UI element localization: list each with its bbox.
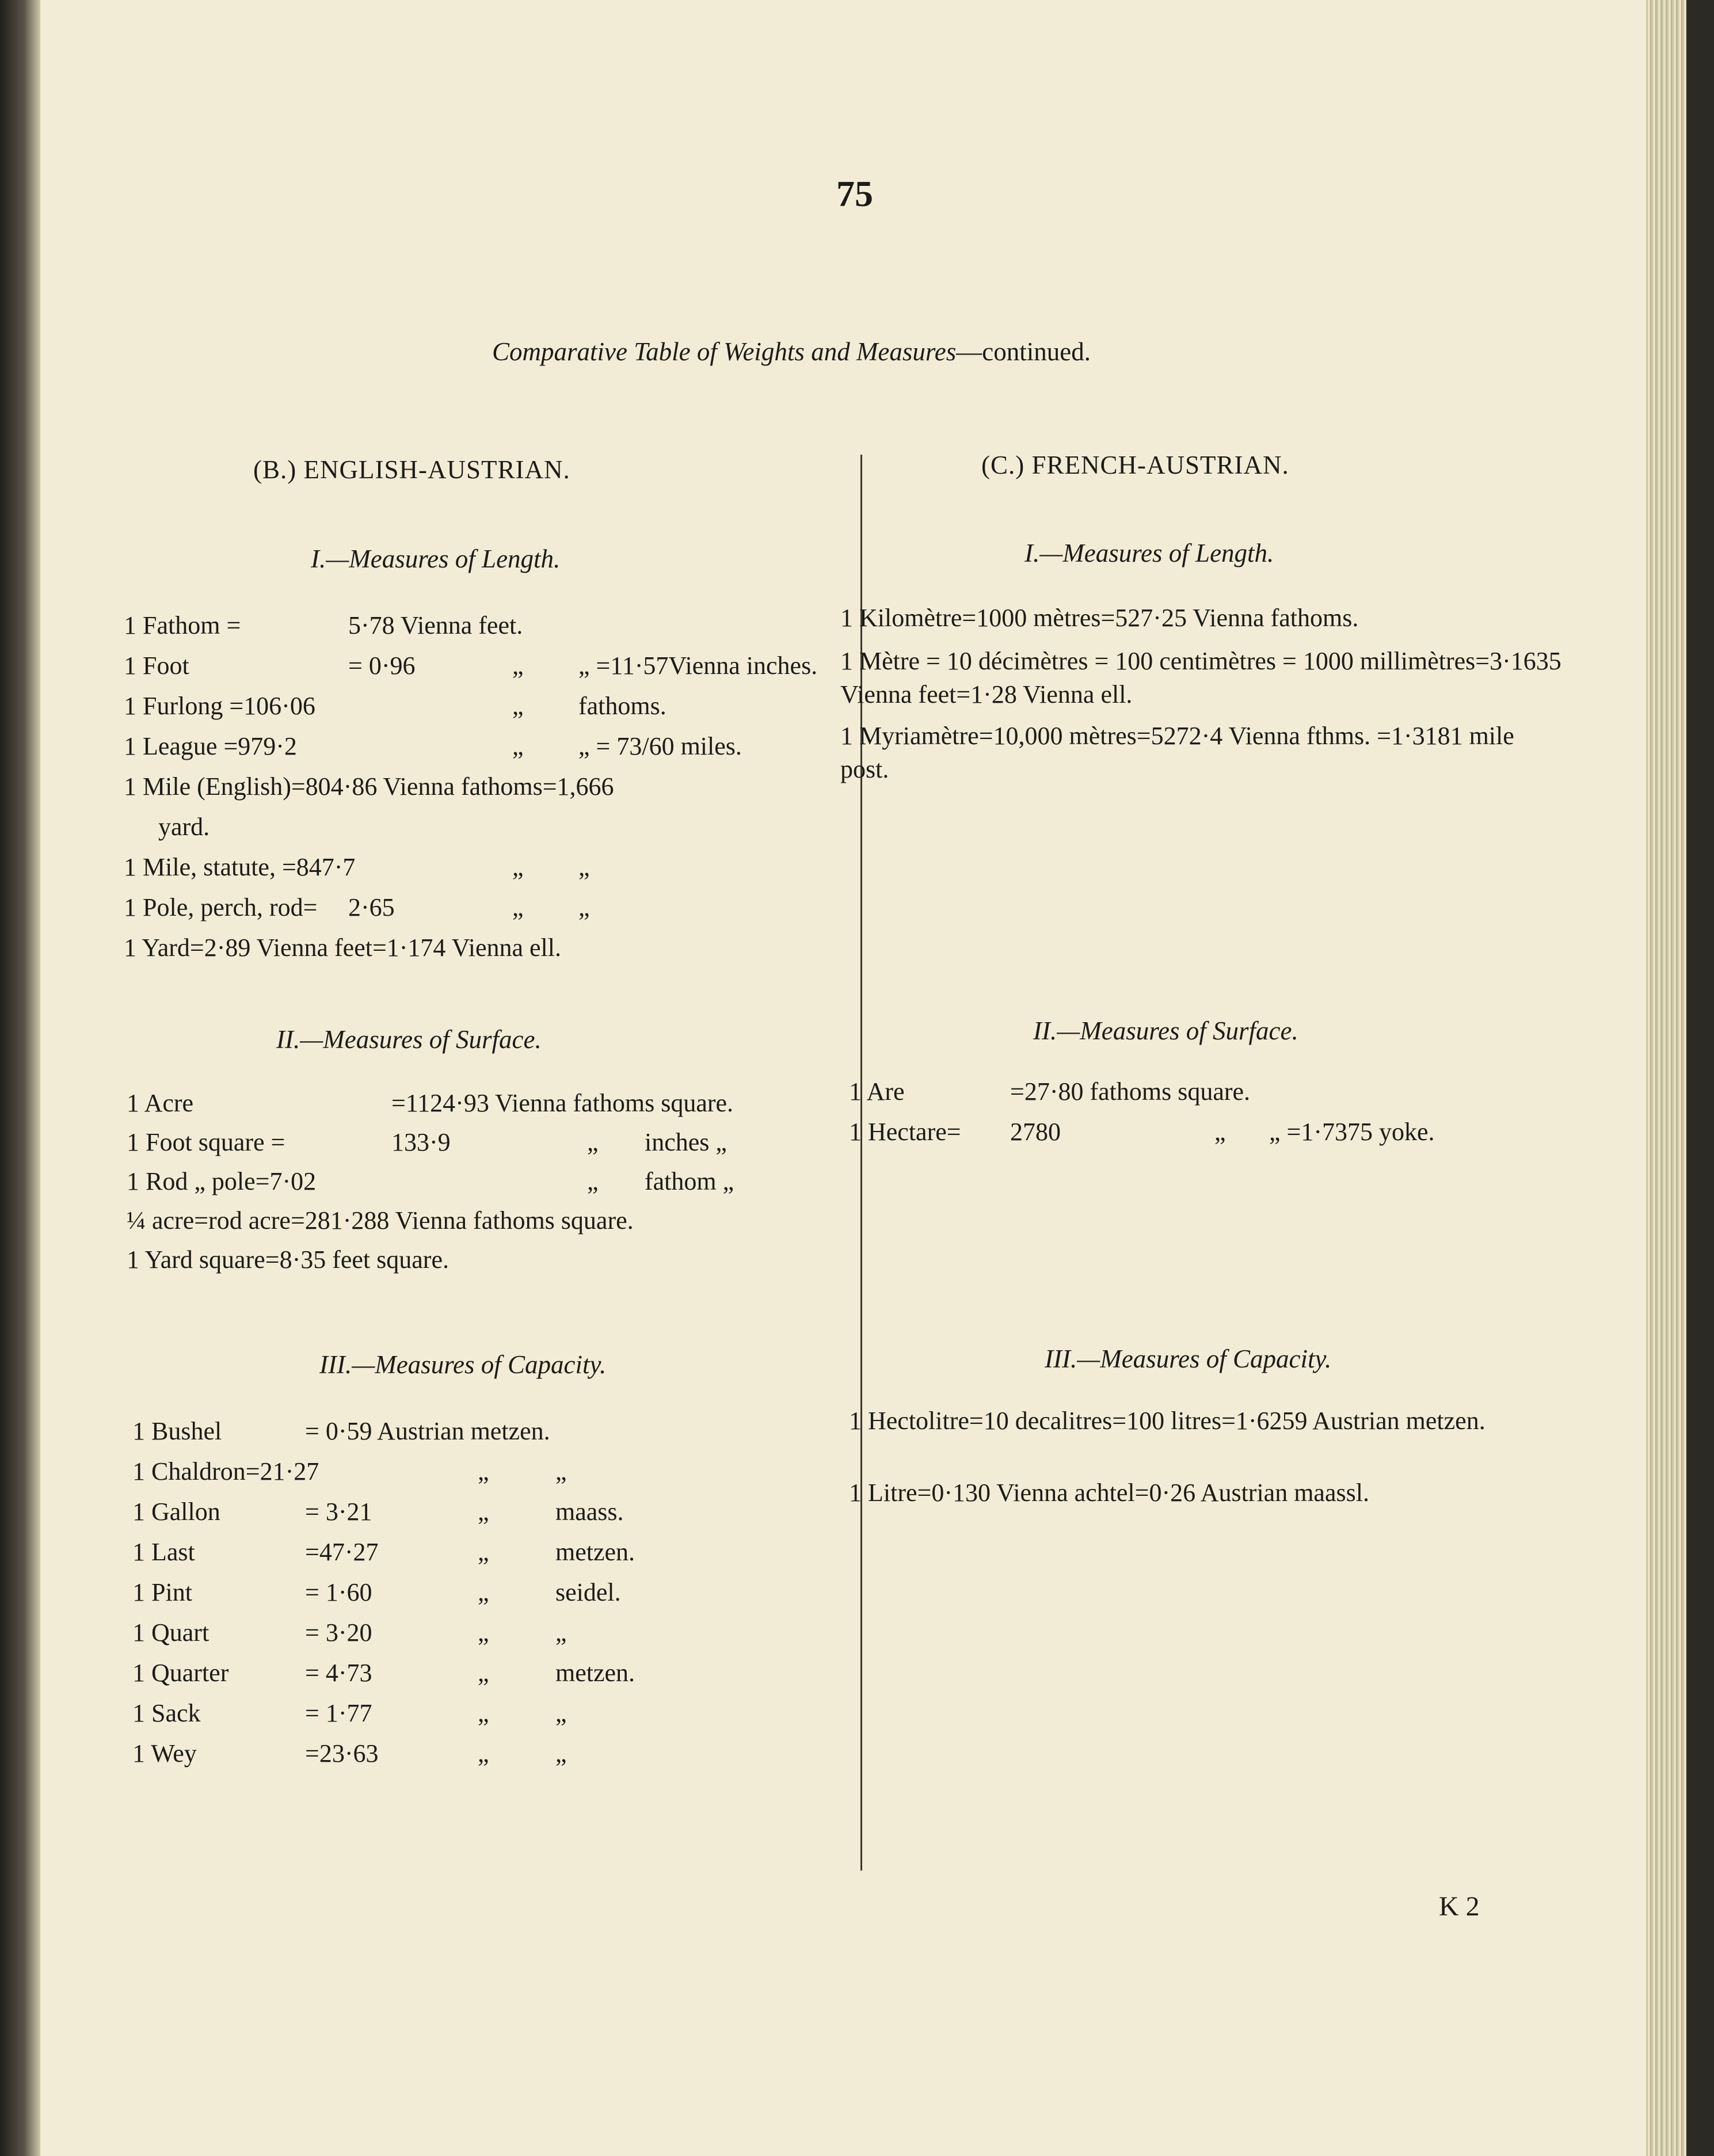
table-cell: „ xyxy=(512,652,524,680)
table-cell: 1 Last xyxy=(132,1538,195,1566)
right-capacity-heading-text: III.—Measures of Capacity. xyxy=(1045,1344,1332,1373)
table-cell: 1 Mile (English)=804·86 Vienna fathoms=1,666 xyxy=(124,772,614,801)
table-cell: „ =1·7375 yoke. xyxy=(1269,1118,1435,1146)
table-cell: 133·9 xyxy=(391,1128,451,1156)
table-cell: yard. xyxy=(158,813,210,841)
table-cell: „ xyxy=(578,893,590,921)
table-cell: seidel. xyxy=(555,1578,621,1606)
table-cell: 1 Foot square = xyxy=(127,1128,285,1156)
table-cell: inches „ xyxy=(645,1128,727,1156)
table-cell: „ xyxy=(578,853,590,881)
signature-mark: K 2 xyxy=(1439,1891,1480,1922)
table-cell: „ xyxy=(478,1618,489,1647)
table-cell: =23·63 xyxy=(305,1739,379,1768)
page-number: 75 xyxy=(836,173,873,214)
table-cell: „ xyxy=(512,732,524,760)
table-cell: fathoms. xyxy=(578,692,666,720)
table-cell: „ xyxy=(478,1498,489,1526)
table-cell: 2·65 xyxy=(348,893,395,921)
table-cell: 1 Foot xyxy=(124,652,189,680)
table-cell: metzen. xyxy=(555,1659,635,1687)
table-cell: 1 Acre xyxy=(127,1089,194,1117)
table-cell: 1 Mile, statute, =847·7 xyxy=(124,853,356,881)
table-cell: 1 Rod „ pole=7·02 xyxy=(127,1167,317,1195)
table-cell: „ xyxy=(478,1457,489,1485)
table-cell: 1 Hectare= xyxy=(849,1118,961,1146)
table-cell: 1 Bushel xyxy=(132,1417,222,1445)
table-cell: „ xyxy=(587,1167,599,1195)
right-capacity-heading xyxy=(1045,1344,1331,1374)
right-length-heading-text: I.—Measures of Length. xyxy=(1024,539,1274,567)
table-cell: „ xyxy=(555,1699,567,1727)
table-cell: 1 Fathom = xyxy=(124,611,241,639)
table-cell: fathom „ xyxy=(645,1167,734,1195)
table-cell: 5·78 Vienna feet. xyxy=(348,611,523,639)
table-cell: 1 Gallon xyxy=(132,1498,220,1526)
left-capacity-heading xyxy=(319,1350,606,1380)
table-cell: „ =11·57Vienna inches. xyxy=(578,652,818,680)
right-capacity-para-2: 1 Litre=0·130 Vienna achtel=0·26 Austrian maassl. xyxy=(849,1479,1369,1507)
table-cell: = 0·96 xyxy=(348,652,416,680)
table-cell: „ xyxy=(512,893,524,921)
table-cell: =47·27 xyxy=(305,1538,379,1566)
table-cell: 1 Pole, perch, rod= xyxy=(124,893,318,921)
right-length-heading xyxy=(1024,538,1274,568)
table-cell: 1 Wey xyxy=(132,1739,197,1768)
left-length-heading-text: I.—Measures of Length. xyxy=(311,544,561,573)
right-length-para-2: 1 Mètre = 10 décimètres = 100 centimètres = 1000 millimètres=3·1635 Vienna feet=1·28 Vienna ell. xyxy=(840,647,1561,708)
left-length-heading xyxy=(311,544,560,574)
french-austrian-heading: (C.) FRENCH-AUSTRIAN. xyxy=(981,451,1289,479)
table-cell: =27·80 fathoms square. xyxy=(1010,1077,1251,1106)
book-gutter xyxy=(0,0,40,2156)
table-cell: „ xyxy=(512,853,524,881)
table-cell: „ xyxy=(478,1699,489,1727)
right-length-para-1: 1 Kilomètre=1000 mètres=527·25 Vienna fathoms. xyxy=(840,604,1359,632)
table-cell: „ xyxy=(478,1538,489,1566)
page-title-italic: Comparative Table of Weights and Measures xyxy=(492,337,957,366)
table-cell: 2780 xyxy=(1010,1118,1061,1146)
right-surface-heading xyxy=(1033,1016,1298,1046)
table-cell: = 3·21 xyxy=(305,1498,372,1526)
page-edges xyxy=(1646,0,1686,2156)
table-cell: maass. xyxy=(555,1498,624,1526)
table-cell: 1 Chaldron=21·27 xyxy=(132,1457,319,1485)
table-cell: „ = 73/60 miles. xyxy=(578,732,742,760)
table-cell: = 1·77 xyxy=(305,1699,372,1727)
table-cell: 1 Yard=2·89 Vienna feet=1·174 Vienna ell. xyxy=(124,934,562,962)
book-page xyxy=(40,0,1686,2156)
left-surface-heading xyxy=(276,1024,542,1054)
table-cell: metzen. xyxy=(555,1538,635,1566)
table-cell: = 3·20 xyxy=(305,1618,372,1647)
right-length-para-3: 1 Myriamètre=10,000 mètres=5272·4 Vienna fthms. =1·3181 mile post. xyxy=(840,722,1514,783)
table-cell: „ xyxy=(478,1739,489,1768)
table-cell: 1 Yard square=8·35 feet square. xyxy=(127,1245,449,1274)
table-cell: =1124·93 Vienna fathoms square. xyxy=(391,1089,734,1117)
left-surface-heading-text: II.—Measures of Surface. xyxy=(276,1025,542,1054)
table-cell: 1 Quart xyxy=(132,1618,210,1647)
table-cell: „ xyxy=(555,1457,567,1485)
table-cell: = 0·59 Austrian metzen. xyxy=(305,1417,550,1445)
table-cell: = 4·73 xyxy=(305,1659,372,1687)
right-capacity-para-1: 1 Hectolitre=10 decalitres=100 litres=1·6259 Austrian metzen. xyxy=(849,1407,1486,1435)
page-title xyxy=(492,337,1091,367)
table-cell: 1 Quarter xyxy=(132,1659,229,1687)
table-cell: 1 Sack xyxy=(132,1699,201,1727)
english-austrian-heading: (B.) ENGLISH-AUSTRIAN. xyxy=(253,455,570,484)
table-cell: „ xyxy=(555,1739,567,1768)
right-surface-heading-text: II.—Measures of Surface. xyxy=(1033,1016,1298,1045)
page-title-suffix: —continued. xyxy=(956,337,1091,366)
table-cell: ¼ acre=rod acre=281·288 Vienna fathoms square. xyxy=(127,1206,634,1235)
table-cell: „ xyxy=(512,692,524,720)
left-capacity-heading-text: III.—Measures of Capacity. xyxy=(319,1350,607,1379)
table-cell: 1 Are xyxy=(849,1077,905,1106)
table-cell: „ xyxy=(478,1659,489,1687)
table-cell: „ xyxy=(555,1618,567,1647)
table-cell: „ xyxy=(587,1128,599,1156)
table-cell: „ xyxy=(1214,1118,1226,1146)
table-cell: 1 League =979·2 xyxy=(124,732,297,760)
table-cell: = 1·60 xyxy=(305,1578,372,1606)
table-cell: 1 Pint xyxy=(132,1578,192,1606)
table-cell: „ xyxy=(478,1578,489,1606)
table-cell: 1 Furlong =106·06 xyxy=(124,692,315,720)
